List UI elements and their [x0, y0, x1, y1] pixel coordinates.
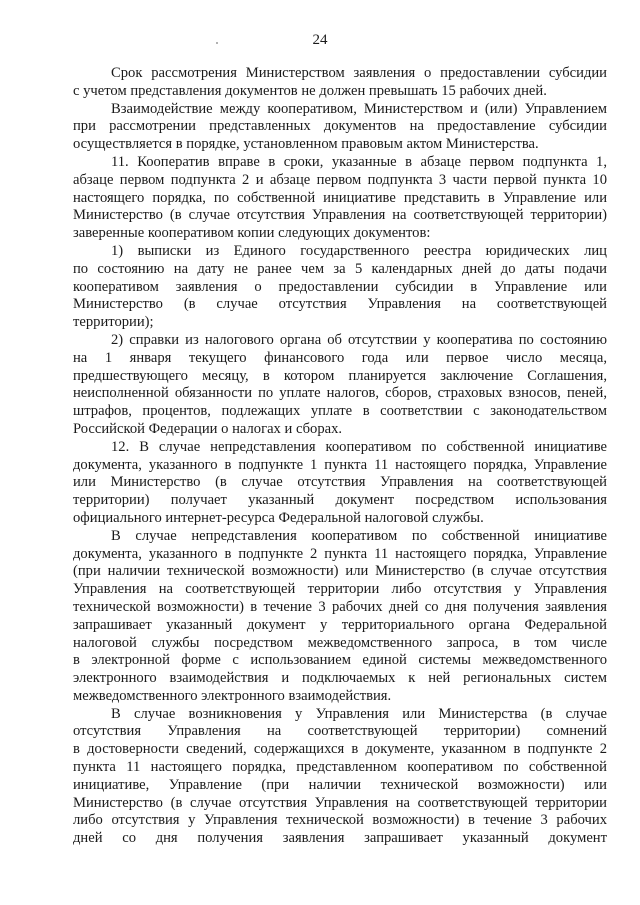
- paragraph-line: в достоверности сведений, содержащихся в документе, указанном в подпункте 2: [73, 741, 607, 758]
- paragraph-line: налоговой службы посредством межведомственного запроса, в том числе: [73, 634, 607, 651]
- paragraph: [73, 332, 607, 439]
- paragraph-line: Министерство (в случае отсутствия Управления на соответствующей территории: [73, 794, 607, 811]
- paragraph-line: документа, указанного в подпункте 2 пункта 11 настоящего порядка, Управление: [73, 545, 607, 562]
- paragraph-line: осуществляется в порядке, установленном правовым актом Министерства.: [73, 136, 539, 153]
- paragraph: [73, 439, 607, 528]
- paragraph-line: дней со дня получения заявления запрашивает указанный документ: [73, 830, 607, 847]
- paragraph-line: пункта 11 настоящего порядка, представленном кооперативом по собственной: [73, 759, 607, 776]
- paragraph-line: предшествующего месяцу, в котором планируется заключение Соглашения,: [73, 367, 607, 384]
- paragraph-line: запрашивает указанный документ у территориального органа Федеральной: [73, 616, 607, 633]
- paragraph: [73, 101, 607, 154]
- paragraph-line: заверенные кооперативом копии следующих документов:: [73, 225, 431, 242]
- paragraph-line: или Министерство (в случае отсутствия Управления на соответствующей: [73, 474, 607, 491]
- paragraph-line: отсутствия Управления на соответствующей территории) сомнений: [73, 723, 607, 740]
- paragraph-line: Министерство (в случае отсутствия Управления на соответствующей территории): [73, 207, 607, 224]
- paragraph-line: 1) выписки из Единого государственного реестра юридических лиц: [111, 242, 607, 259]
- paragraph-line: межведомственного электронного взаимодействия.: [73, 687, 392, 704]
- paragraph-line: 11. Кооператив вправе в сроки, указанные в абзаце первом подпункта 1,: [111, 153, 607, 170]
- paragraph-line: настоящего порядка, по собственной инициативе представить в Управление или: [73, 189, 607, 206]
- paragraph-line: инициативе, Управление (при наличии технической возможности) или: [73, 776, 607, 793]
- paragraph-line: 12. В случае непредставления кооперативом по собственной инициативе: [111, 438, 607, 455]
- paragraph-line: Министерство (в случае отсутствия Управления на соответствующей: [73, 296, 607, 313]
- paragraph-line: официального интернет-ресурса Федеральной налоговой службы.: [73, 509, 484, 526]
- paragraph-line: технической возможности) в течение 3 рабочих дней со дня получения заявления: [73, 598, 607, 615]
- paragraph-line: Взаимодействие между кооперативом, Министерством и (или) Управлением: [111, 100, 607, 117]
- paragraph: [73, 243, 607, 332]
- paragraph: [73, 154, 607, 243]
- paragraph-line: при рассмотрении представленных документов на предоставление субсидии: [73, 118, 607, 135]
- paragraph-line: Российской Федерации о налогах и сборах.: [73, 420, 343, 437]
- paragraph-line: неисполненной обязанности по уплате налогов, сборов, страховых взносов, пеней,: [73, 385, 607, 402]
- scan-artifact-dot: [216, 42, 218, 44]
- paragraph-line: территории) получает указанный документ посредством использования: [73, 492, 607, 509]
- paragraph-line: документа, указанного в подпункте 1 пункта 11 настоящего порядка, Управление: [73, 456, 607, 473]
- paragraph-line: Срок рассмотрения Министерством заявления о предоставлении субсидии: [111, 65, 607, 81]
- paragraph-line: В случае возникновения у Управления или Министерства (в случае: [111, 705, 607, 722]
- paragraph-line: В случае непредставления кооперативом по собственной инициативе: [111, 527, 607, 544]
- paragraph-line: с учетом представления документов не должен превышать 15 рабочих дней.: [73, 82, 547, 99]
- document-body: [73, 65, 607, 848]
- paragraph: [73, 528, 607, 706]
- paragraph-line: либо отсутствия у Управления технической возможности) в течение 3 рабочих: [73, 812, 607, 829]
- paragraph-line: штрафов, процентов, подлежащих уплате в соответствии с законодательством: [73, 403, 607, 420]
- paragraph: [73, 65, 607, 101]
- page-number: 24: [312, 32, 328, 48]
- paragraph-line: абзаце первом подпункта 2 и абзаце первом подпункта 3 части первой пункта 10: [73, 171, 607, 188]
- paragraph-line: территории);: [73, 314, 154, 331]
- paragraph-line: по состоянию на дату не ранее чем за 5 календарных дней до даты подачи: [73, 260, 607, 277]
- paragraph-line: в электронной форме с использованием единой системы межведомственного: [73, 652, 607, 669]
- paragraph-line: кооперативом заявления о предоставлении субсидии в Управление или: [73, 278, 607, 295]
- paragraph-line: электронного взаимодействия и подключаемых к ней региональных систем: [73, 670, 607, 687]
- paragraph-line: Управления на соответствующей территории либо отсутствия у Управления: [73, 581, 607, 598]
- paragraph-line: 2) справки из налогового органа об отсутствии у кооператива по состоянию: [111, 331, 607, 348]
- paragraph-line: на 1 января текущего финансового года или первое число месяца,: [73, 349, 607, 366]
- paragraph: [73, 706, 607, 848]
- paragraph-line: (при наличии технической возможности) или Министерство (в случае отсутствия: [73, 563, 607, 580]
